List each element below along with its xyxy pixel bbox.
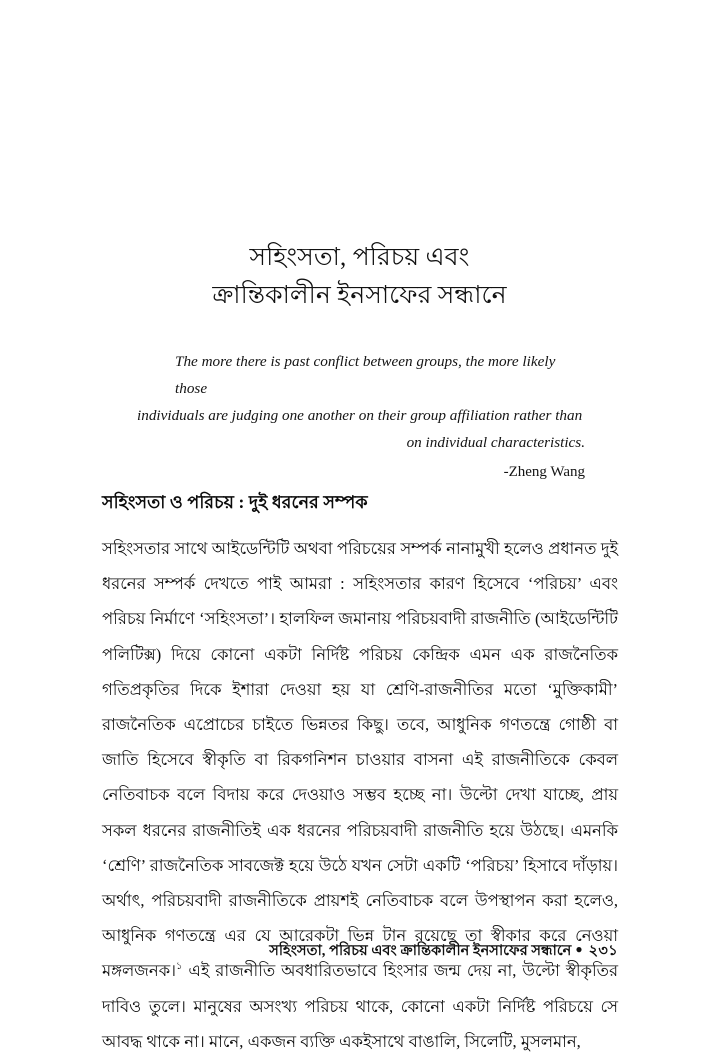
body-text-part-2: এই রাজনীতি অবধারিতভাবে হিংসার জন্ম দেয় না, উল্টো স্বীকৃতির দাবিও তুলে। মানুষের অসংখ্য পরিচয় থাকে, কোনো একটা নির্দিষ্ট পরিচয়ে সে আবদ্ধ থাকে না। মানে, একজন ব্যক্তি একইসাথে বাঙালি, সিলেটি, মুসলমান, bbox=[102, 961, 618, 1051]
chapter-title bbox=[102, 239, 617, 315]
epigraph-line-3: on individual characteristics. bbox=[406, 434, 585, 451]
epigraph-line-1: The more there is past conflict between groups, the more likely those bbox=[175, 353, 556, 397]
body-copy bbox=[102, 531, 618, 1059]
body-text-part-1: সহিংসতার সাথে আইডেন্টিটি অথবা পরিচয়ের সম্পর্ক নানামুখী হলেও প্রধানত দুই ধরনের সম্পর্ক দেখতে পাই আমরা : সহিংসতার কারণ হিসেবে ‘পরিচয়’ এবং পরিচয় নির্মাণে ‘সহিংসতা’। হালফিল জমানায় পরিচয়বাদী রাজনীতি (আইডেন্টিটি পলিটিক্স) দিয়ে কোনো একটা নির্দিষ্ট পরিচয় কেন্দ্রিক এমন এক রাজনৈতিক গতিপ্রকৃতির দিকে ইশারা দেওয়া হয় যা শ্রেণি-রাজনীতির মতো ‘মুক্তিকামী’ রাজনৈতিক এপ্রোচের চাইতে ভিন্নতর কিছু। তবে, আধুনিক গণতন্ত্রে গোষ্ঠী বা জাতি হিসেবে স্বীকৃতি বা রিকগনিশন চাওয়ার বাসনা এই রাজনীতিকে কেবল নেতিবাচক বলে বিদায় করে দেওয়াও সম্ভব হচ্ছে না। উল্টো দেখা যাচ্ছে, প্রায় সকল ধরনের রাজনীতিই এক ধরনের পরিচয়বাদী রাজনীতি হয়ে উঠছে। এমনকি ‘শ্রেণি’ রাজনৈতিক সাবজেক্ট হয়ে উঠে যখন সেটা একটি ‘পরিচয়’ হিসাবে দাঁড়ায়। অর্থাৎ, পরিচয়বাদী রাজনীতিকে প্রায়শই নেতিবাচক বলে উপস্থাপন করা হলেও, আধুনিক গণতন্ত্রে এর যে আরেকটা ভিন্ন টান রয়েছে তা স্বীকার করে নেওয়া মঙ্গলজনক। bbox=[102, 539, 618, 981]
chapter-title-line-2: ক্রান্তিকালীন ইনসাফের সন্ধানে bbox=[212, 281, 507, 309]
footnote-reference[interactable]: ১ bbox=[175, 961, 183, 973]
epigraph bbox=[137, 348, 585, 484]
page-footer bbox=[102, 938, 618, 962]
chapter-title-line-1: সহিংসতা, পরিচয় এবং bbox=[249, 243, 470, 271]
footer-running-head: সহিংসতা, পরিচয় এবং ক্রান্তিকালীন ইনসাফের সন্ধানে bbox=[269, 943, 572, 959]
epigraph-attribution: -Zheng Wang bbox=[503, 464, 585, 480]
body-paragraph bbox=[102, 531, 618, 1059]
page-number: ২৩১ bbox=[588, 943, 618, 959]
footer-bullet-separator: ● bbox=[575, 942, 583, 956]
epigraph-line-2: individuals are judging one another on their group affiliation rather than bbox=[137, 407, 583, 424]
section-heading: সহিংসতা ও পরিচয় : দুই ধরনের সম্পক bbox=[102, 491, 368, 512]
epigraph-quote bbox=[137, 348, 585, 456]
